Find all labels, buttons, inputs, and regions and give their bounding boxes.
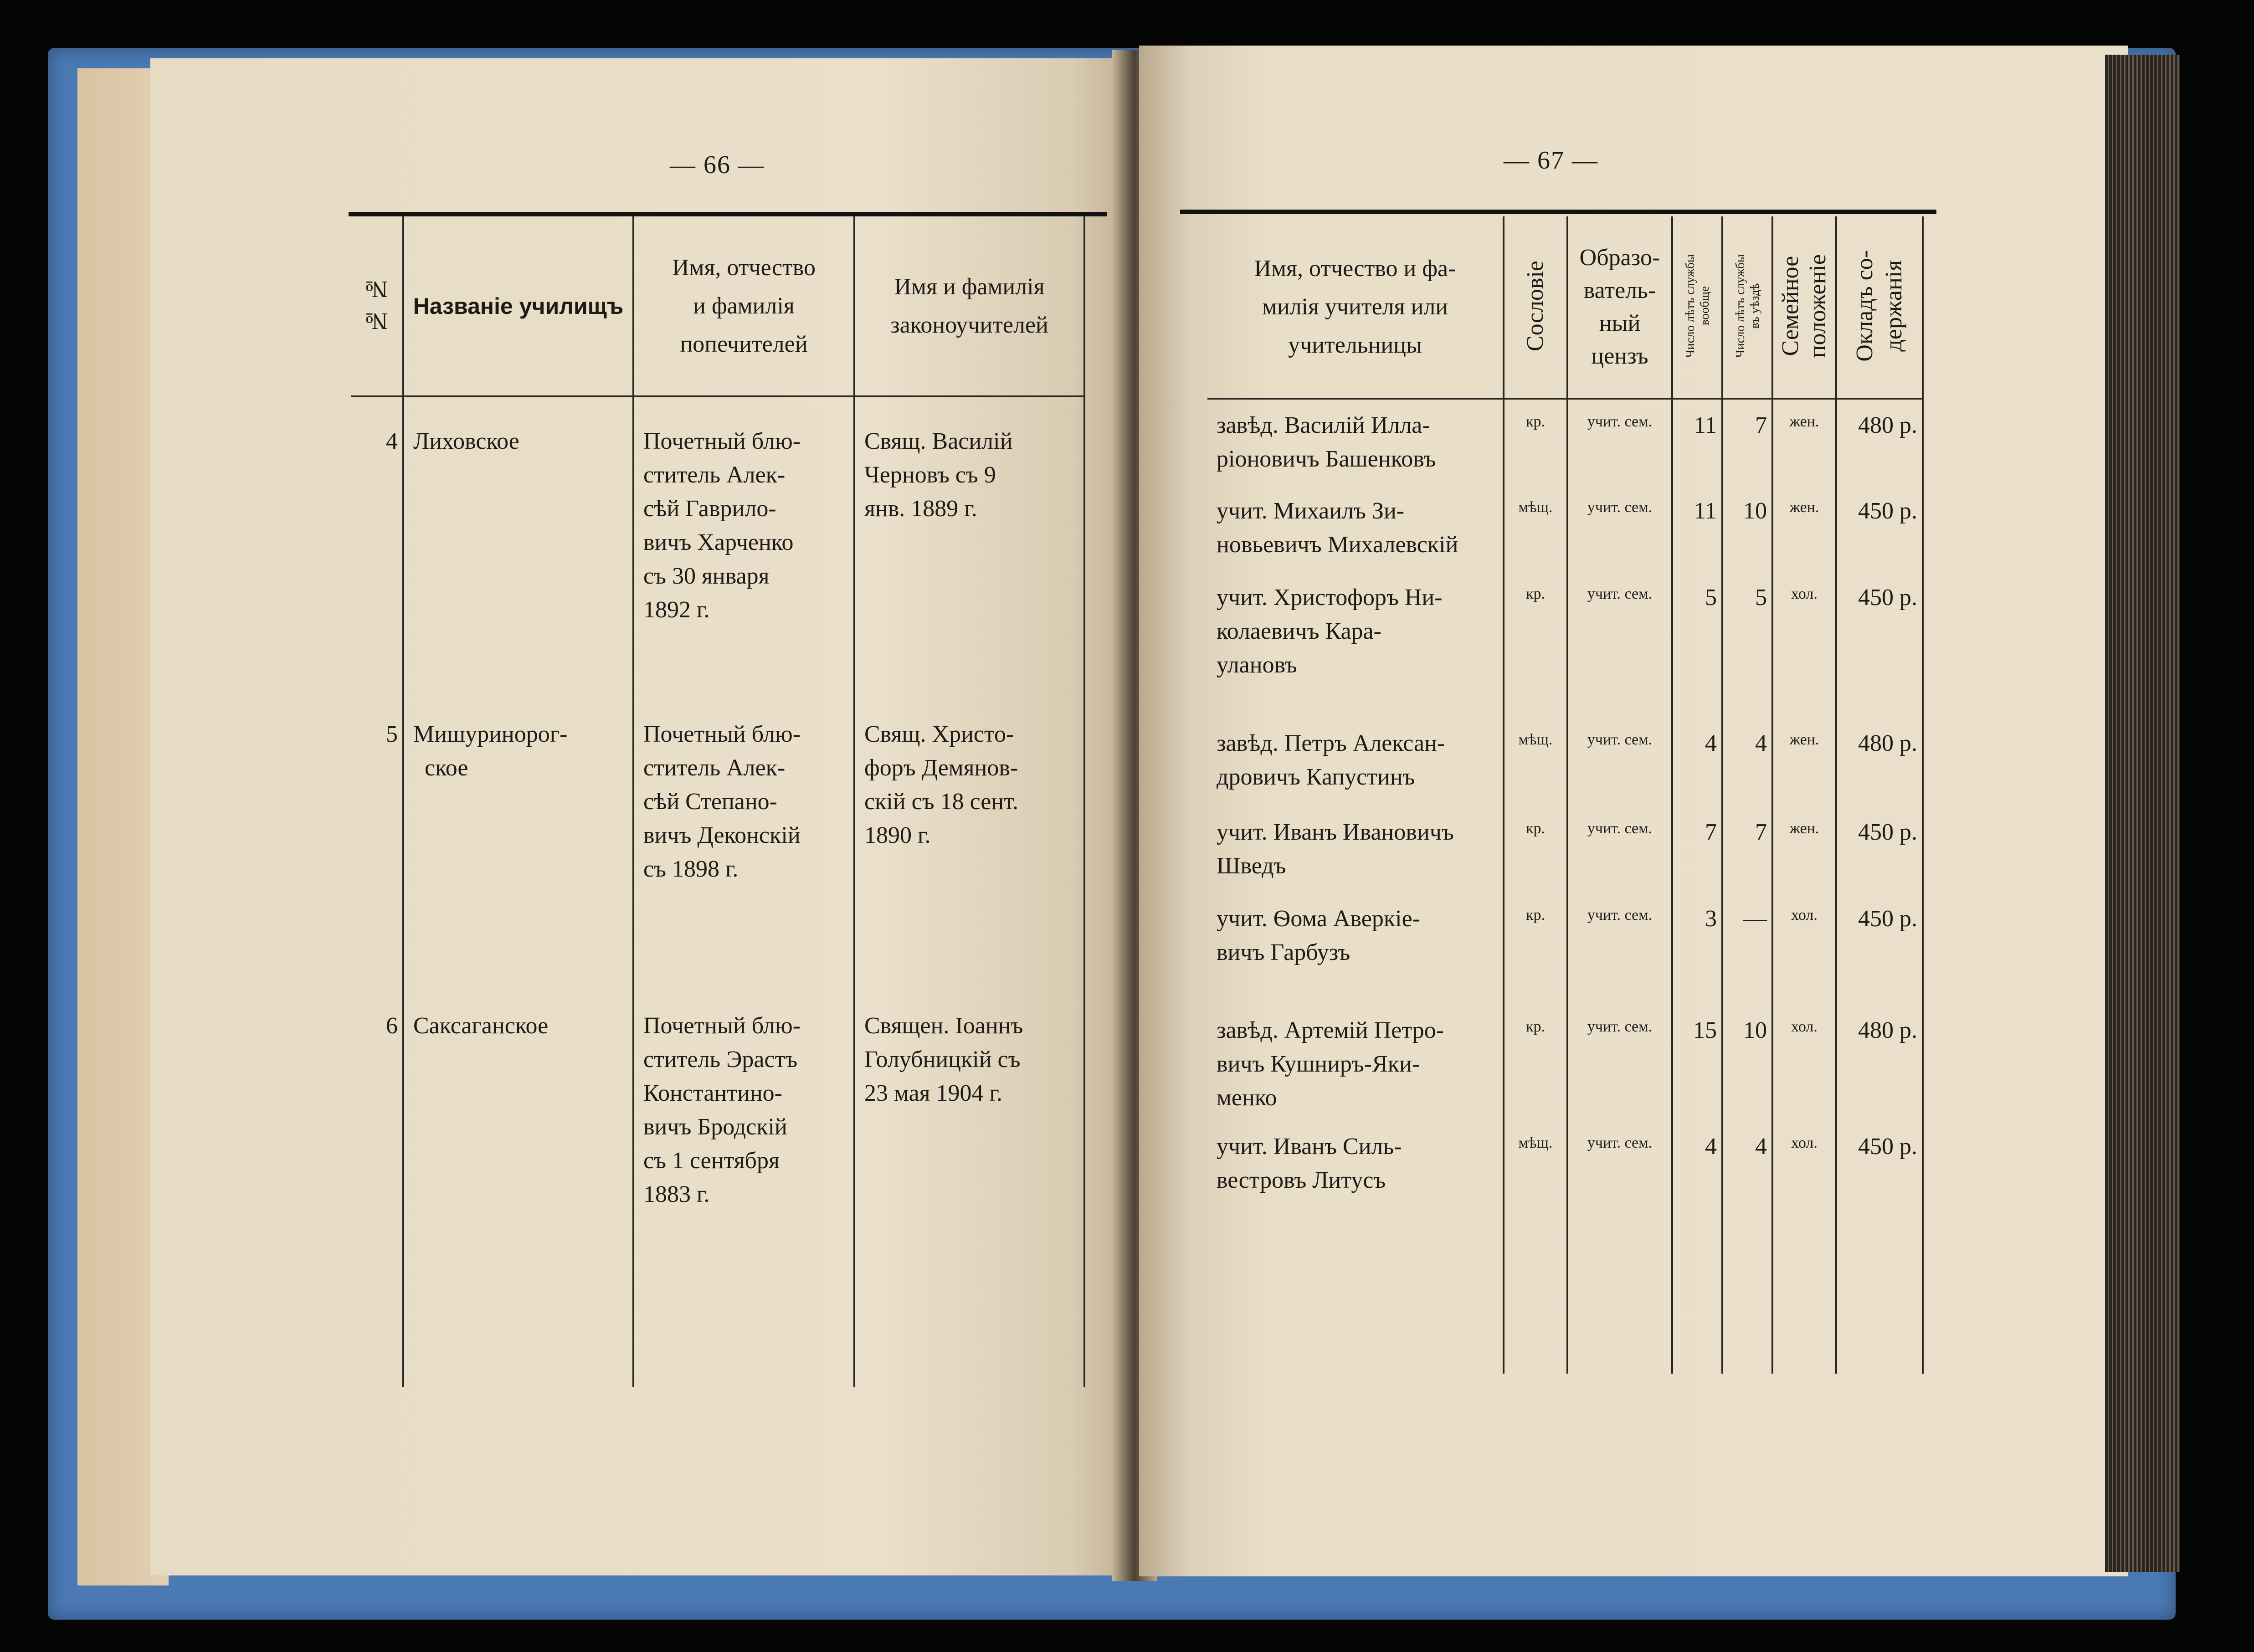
right-table-top-rule [1180, 210, 1936, 214]
trustee-name: Почетный блю- ститель Алек- сѣй Гаврило- вичъ Харченко съ 30 января 1892 г. [633, 396, 854, 718]
salary: 450 р. [1836, 572, 1923, 718]
header-school-name: Названіе училищъ [403, 216, 633, 396]
education: учит. сем. [1567, 1121, 1672, 1271]
education: учит. сем. [1567, 572, 1672, 718]
estate: кр. [1504, 893, 1567, 1005]
education: учит. сем. [1567, 718, 1672, 806]
school-name: Мишуринорог- ское [403, 718, 633, 1009]
header-trustee: Имя, отчество и фамилія попечителей [633, 216, 854, 396]
header-salary: Окладъ со- держанія [1836, 216, 1923, 399]
years-service-district: 10 [1722, 1005, 1772, 1121]
table-row [1207, 1005, 1923, 1121]
family-status: жен. [1772, 718, 1836, 806]
teacher-name: завѣд. Артемій Петро- вичъ Кушниръ-Яки- менко [1207, 1005, 1504, 1121]
trustee-name: Почетный блю- ститель Алек- сѣй Степано- вичъ Деконскій съ 1898 г. [633, 718, 854, 1009]
table-row [351, 1009, 1084, 1387]
header-teacher-name: Имя, отчество и фа- милія учителя или учительницы [1207, 216, 1504, 399]
salary: 450 р. [1836, 1121, 1923, 1271]
table-filler [1207, 1271, 1923, 1374]
years-service-district: 5 [1722, 572, 1772, 718]
estate: кр. [1504, 572, 1567, 718]
teacher-name: учит. Христофоръ Ни- колаевичъ Кара- улановъ [1207, 572, 1504, 718]
right-table [1207, 216, 1924, 1374]
salary: 480 р. [1836, 1005, 1923, 1121]
row-number: 4 [351, 396, 403, 718]
family-status: хол. [1772, 1121, 1836, 1271]
years-service-total: 7 [1672, 806, 1722, 893]
estate: мѣщ. [1504, 718, 1567, 806]
table-row [1207, 1121, 1923, 1271]
years-service-district: 7 [1722, 399, 1772, 485]
header-service-district: Число лѣтъ службы въ уѣздѣ [1722, 216, 1772, 399]
school-name: Саксаганское [403, 1009, 633, 1387]
estate: кр. [1504, 399, 1567, 485]
years-service-total: 11 [1672, 485, 1722, 572]
teacher-name: учит. Ѳома Аверкіе- вичъ Гарбузъ [1207, 893, 1504, 1005]
header-religion-teacher: Имя и фамилія законоучителей [854, 216, 1084, 396]
school-name: Лиховское [403, 396, 633, 718]
estate: мѣщ. [1504, 485, 1567, 572]
salary: 450 р. [1836, 806, 1923, 893]
family-status: хол. [1772, 893, 1836, 1005]
teacher-name: учит. Иванъ Ивановичъ Шведъ [1207, 806, 1504, 893]
education: учит. сем. [1567, 806, 1672, 893]
estate: кр. [1504, 1005, 1567, 1121]
table-row [351, 396, 1084, 718]
table-row [1207, 485, 1923, 572]
teacher-name: завѣд. Петръ Алексан- дровичъ Капустинъ [1207, 718, 1504, 806]
table-row [1207, 399, 1923, 485]
religion-teacher-name: Священ. Іоаннъ Голубницкій съ 23 мая 1904 г. [854, 1009, 1084, 1387]
years-service-district: 4 [1722, 1121, 1772, 1271]
teacher-name: завѣд. Василій Илла- ріоновичъ Башенковъ [1207, 399, 1504, 485]
years-service-total: 11 [1672, 399, 1722, 485]
family-status: жен. [1772, 485, 1836, 572]
years-service-total: 5 [1672, 572, 1722, 718]
religion-teacher-name: Свящ. Христо- форъ Демянов- скій съ 18 сент. 1890 г. [854, 718, 1084, 1009]
salary: 480 р. [1836, 718, 1923, 806]
header-education: Образо- ватель- ный цензъ [1567, 216, 1672, 399]
years-service-total: 3 [1672, 893, 1722, 1005]
family-status: хол. [1772, 1005, 1836, 1121]
years-service-total: 4 [1672, 1121, 1722, 1271]
left-table [351, 216, 1085, 1387]
family-status: жен. [1772, 399, 1836, 485]
table-row [1207, 718, 1923, 806]
right-page-edges [2105, 55, 2180, 1572]
education: учит. сем. [1567, 485, 1672, 572]
table-row [1207, 572, 1923, 718]
years-service-district: 4 [1722, 718, 1772, 806]
salary: 450 р. [1836, 893, 1923, 1005]
years-service-total: 15 [1672, 1005, 1722, 1121]
table-row [1207, 806, 1923, 893]
left-table-top-rule [349, 212, 1107, 216]
years-service-district: 10 [1722, 485, 1772, 572]
header-service-total: Число лѣтъ службы вообще [1672, 216, 1722, 399]
years-service-total: 4 [1672, 718, 1722, 806]
salary: 450 р. [1836, 485, 1923, 572]
salary: 480 р. [1836, 399, 1923, 485]
family-status: жен. [1772, 806, 1836, 893]
education: учит. сем. [1567, 893, 1672, 1005]
header-number: № № [351, 216, 403, 396]
table-row [1207, 893, 1923, 1005]
table-row [351, 718, 1084, 1009]
years-service-district: 7 [1722, 806, 1772, 893]
teacher-name: учит. Михаилъ Зи- новьевичъ Михалевскій [1207, 485, 1504, 572]
estate: кр. [1504, 806, 1567, 893]
header-family-status: Семейное положеніе [1772, 216, 1836, 399]
religion-teacher-name: Свящ. Василій Черновъ съ 9 янв. 1889 г. [854, 396, 1084, 718]
teacher-name: учит. Иванъ Силь- вестровъ Литусъ [1207, 1121, 1504, 1271]
education: учит. сем. [1567, 1005, 1672, 1121]
header-estate: Сословіе [1504, 216, 1567, 399]
years-service-district: — [1722, 893, 1772, 1005]
education: учит. сем. [1567, 399, 1672, 485]
family-status: хол. [1772, 572, 1836, 718]
row-number: 5 [351, 718, 403, 1009]
trustee-name: Почетный блю- ститель Эрастъ Константино- вичъ Бродскій съ 1 сентября 1883 г. [633, 1009, 854, 1387]
left-page-number: — 66 — [670, 151, 765, 179]
estate: мѣщ. [1504, 1121, 1567, 1271]
row-number: 6 [351, 1009, 403, 1387]
right-page-number: — 67 — [1504, 146, 1598, 174]
